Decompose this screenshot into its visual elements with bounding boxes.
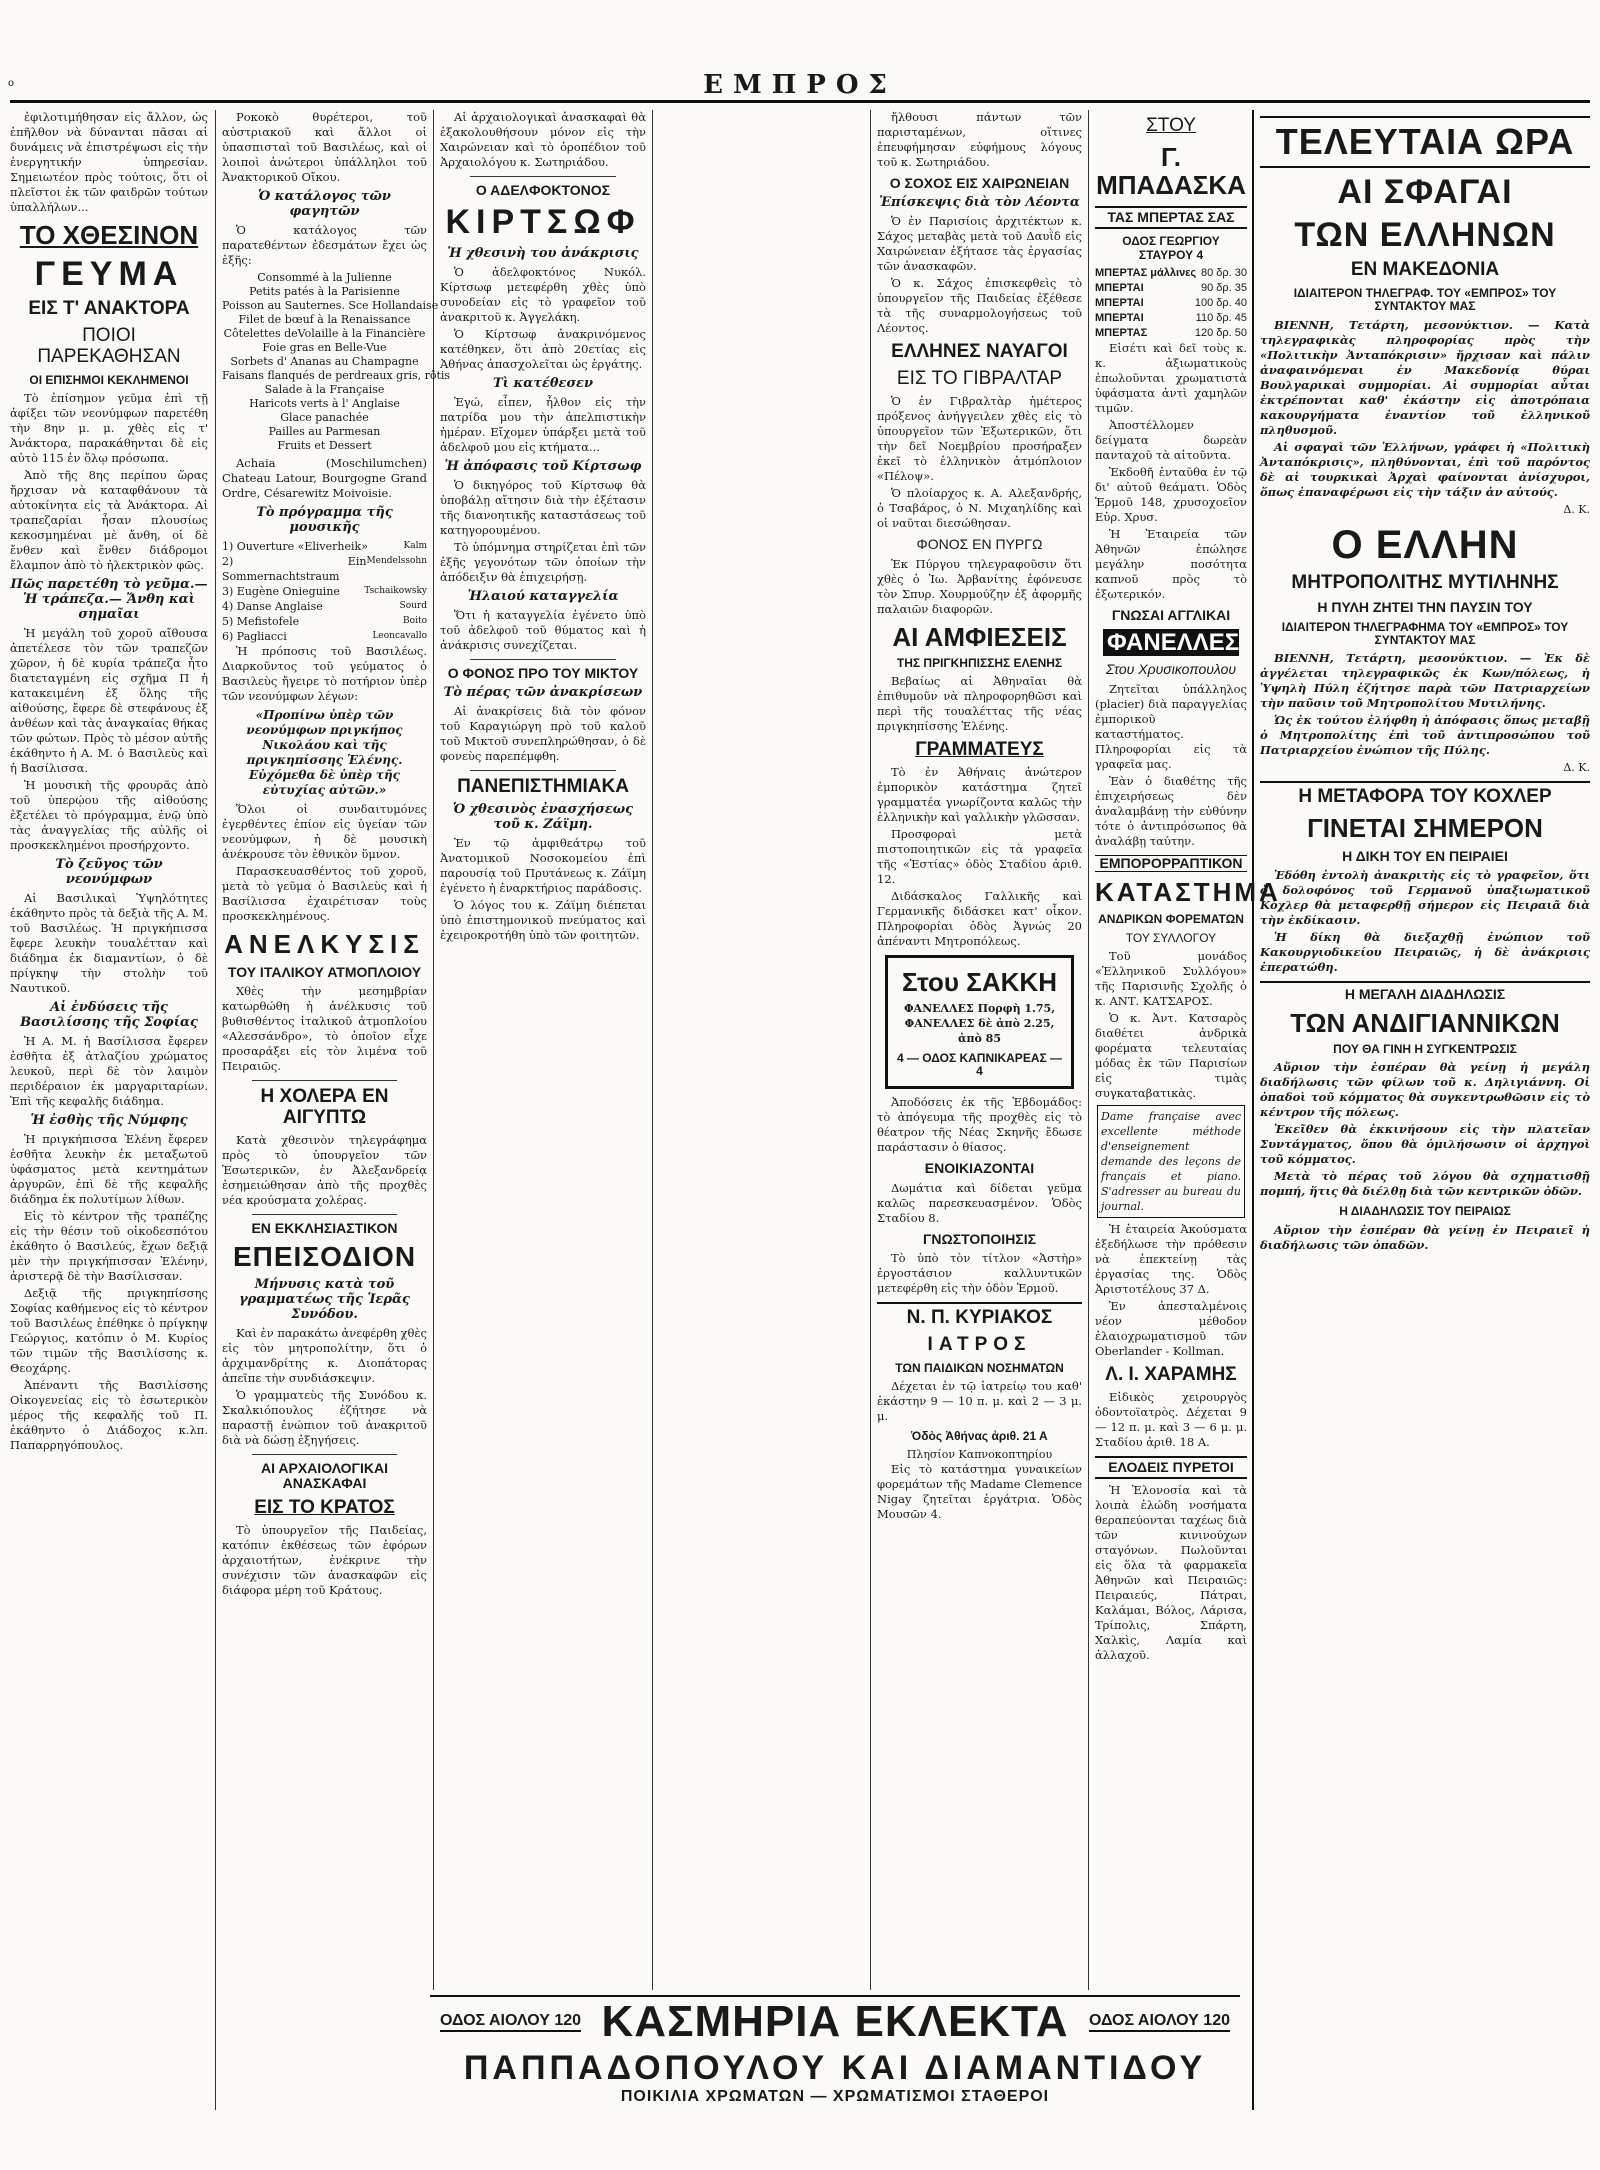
- article-text: Ὁ ἐν Γιβραλτὰρ ἡμέτερος πρόξενος ἀνήγγειλεν χθὲς εἰς τὸ ὑπουργεῖον τῶν Ἐξωτερικῶν, ὅτι τὴν δεῖ Νοεμβρίου προσήραξεν ἐκεῖ τὸ ἑλληνικὸν ἀτμόπλοιον «Πέλοψ».: [877, 394, 1082, 484]
- article-text: Δωμάτια καὶ δίδεται γεῦμα καλῶς παρεσκευασμένον. Ὁδὸς Σταδίου 8.: [877, 1180, 1082, 1225]
- ad-heading: Λ. Ι. ΧΑΡΑΜΗΣ: [1105, 1363, 1237, 1385]
- column-6: [1260, 110, 1590, 2105]
- article-text: Δέχεται ἐν τῷ ἰατρείῳ του καθ' ἑκάστην 9 — 10 π. μ. καὶ 2 — 3 μ. μ.: [877, 1378, 1082, 1423]
- article-text: Εἰς τὸ κέντρον τῆς τραπέζης εἰς τὴν θέσιν τοῦ οἰκοδεσπότου ἐκάθητο ὁ Βασιλεύς, ἔχων δεξιᾷ μὲν τὴν πριγκήπισσαν Ἑλένην, ἀριστερᾷ δὲ τὴν Βασίλισσαν.: [10, 1208, 208, 1283]
- price-row: [1095, 326, 1247, 341]
- article-text: Ἐκ Πύργου τηλεγραφοῦσιν ὅτι χθὲς ὁ Ἰω. Ἀρβανίτης ἐφόνευσε τὸν Σπυρ. Χουρμούζην ἐξ ἀφορμῆς παλαιῶν διαφορῶν.: [877, 556, 1082, 616]
- article-text: Εἰδικὸς χειρουργὸς ὀδοντοϊατρὸς. Δέχεται 9 — 12 π. μ. καὶ 3 — 6 μ. μ. Σταδίου ἀριθ. 18 Α.: [1095, 1389, 1247, 1449]
- article-text: Τὸ ὑπόμνημα στηρίζεται ἐπὶ τῶν ἐξῆς γεγονότων τῶν ὁποίων τὴν ἀπόδειξιν θὰ ἐπιχειρήσῃ.: [440, 539, 646, 584]
- price-row: [1095, 296, 1247, 311]
- headline: ΙΔΙΑΙΤΕΡΟΝ ΤΗΛΕΓΡΑΦΗΜΑ ΤΟΥ «ΕΜΠΡΟΣ» ΤΟΥ ΣΥΝΤΑΚΤΟΥ ΜΑΣ: [1281, 619, 1569, 648]
- headline: ΕΙΣ ΤΟ ΚΡΑΤΟΣ: [254, 1496, 395, 1518]
- headline: ΓΙΝΕΤΑΙ ΣΗΜΕΡΟΝ: [1307, 813, 1543, 844]
- ad-heading: ΣΤΟΥ: [1146, 115, 1196, 136]
- ad-firm-name: ΠΑΠΠΑΔΟΠΟΥΛΟΥ ΚΑΙ ΔΙΑΜΑΝΤΙΔΟΥ: [463, 2049, 1207, 2087]
- headline: ΑΙ ΣΦΑΓΑΙ: [1337, 172, 1513, 211]
- article-text: ἐφιλοτιμήθησαν εἰς ἄλλον, ὡς ἐπῆλθον νὰ δύνανται πᾶσαι αἱ δυνάμεις νὰ ἐπιστρέψωσι εἰς τὴν ἐνεργητικήν ὑπηρεσίαν. Σημειωτέον πρὸς τούτοις, ὅτι οἱ πλεῖστοι ἐκ τῶν φαιδρῶν τούτων ὑπαλλήλων...: [10, 110, 208, 214]
- signature: Δ. Κ.: [1563, 502, 1590, 516]
- headline: ΤΟΥ ΙΤΑΛΙΚΟΥ ΑΤΜΟΠΛΟΙΟΥ: [227, 963, 422, 980]
- article-text: Ἀποστέλλομεν δείγματα δωρεὰν πανταχοῦ τὰ αἰτοῦντα.: [1095, 417, 1247, 462]
- menu-item: Haricots verts à l' Anglaise: [249, 397, 400, 410]
- headline: Ο ΕΛΛΗΝ: [1331, 522, 1519, 567]
- music-piece: 5) Mefistofele: [222, 615, 300, 628]
- article-text: Προσφοραὶ μετὰ πιστοποιητικῶν εἰς τὰ γραφεῖα τῆς «Ἐστίας» ὁδὸς Σταδίου ἀριθ. 12.: [877, 827, 1082, 887]
- price-row: [1095, 311, 1247, 326]
- subheading: Τὸ πέρας τῶν ἀνακρίσεων: [443, 685, 643, 701]
- article-text: Ὁ πλοίαρχος κ. Α. Αλεξανδρής, ὁ Τσαβάρος, ὁ Ν. Μιχαηλίδης καὶ οἱ ναῦται διεσώθησαν.: [877, 486, 1082, 531]
- headline: ΓΕΥΜΑ: [34, 254, 184, 293]
- ad-heading: Στου Χρυσικοπουλου: [1105, 661, 1237, 678]
- article-text: Ὁ δικηγόρος τοῦ Κίρτσωφ θὰ ὑποβάλῃ αἴτησιν διὰ τὴν ἐξέτασιν τῆς διανοητικῆς καταστάσεως τοῦ κατηγορουμένου.: [440, 477, 646, 537]
- music-item: [222, 539, 427, 554]
- subheading: Τὶ κατέθεσεν: [493, 375, 593, 391]
- subheading: Αἱ ἐνδύσεις τῆς Βασιλίσσης τῆς Σοφίας: [20, 999, 198, 1030]
- article-text: Χθὲς τὴν μεσημβρίαν κατωρθώθη ἡ ἀνέλκυσις τοῦ βυθισθέντος ἰταλικοῦ ἀτμοπλοίου «Αλεσσάνδρο», τὸ ὁποῖον εἶχε προσαράξει εἰς τὸν λιμένα τοῦ Πειραιῶς.: [222, 983, 427, 1073]
- article-text: ΒΙΕΝΝΗ, Τετάρτη, μεσονύκτιον. — Ἐκ δὲ ἀγγέλεται τηλεγραφικῶς ἐκ Κων/πόλεως, ἡ Ὑψηλὴ Πύλη ἐζήτησε παρὰ τῶν Πατριαρχείων τὴν παῦσιν τοῦ Μητροπολίτου Μυτιλήνης.: [1260, 651, 1590, 711]
- music-item: [222, 554, 427, 584]
- divider: [470, 659, 616, 660]
- menu-item: Côtelettes deVolaille à la Financière: [223, 327, 426, 340]
- subheading: Ὁ χθεσινὸς ἐνασχήσεως τοῦ κ. Ζάϊμη.: [452, 802, 634, 833]
- headline: ΤΩΝ ΕΛΛΗΝΩΝ: [1294, 215, 1556, 254]
- article-text: Ἡ δίκη θὰ διεξαχθῇ ἐνώπιον τοῦ Κακουργιοδικείου Πειραιῶς, ἡ δὲ ἀνάκρισις ἐπερατώθη.: [1260, 930, 1590, 975]
- article-text: Ὁ κ. Ἀντ. Κατσαρὸς διαθέτει ἀνδρικὰ φορέματα τελευταίας μόδας ἐκ τῶν Παρισίων εἰς τιμὰς συγκαταβατικὰς.: [1095, 1010, 1247, 1100]
- article-text: Ἐδόθη ἐντολὴ ἀνακριτὴς εἰς τὸ γραφεῖον, ὅτι ὁ δολοφόνος τοῦ Γερμανοῦ ὑπαξιωματικοῦ Κόχλερ θὰ μεταφερθῇ σήμερον εἰς Πειραιᾶ διὰ τὴν ἐκδίκασιν.: [1260, 868, 1590, 928]
- music-composer: Boito: [403, 616, 427, 626]
- article-text: Ὁ γραμματεὺς τῆς Συνόδου κ. Σκαλκιόπουλος ἐζήτησε νὰ παραστῇ ἐνώπιον τοῦ ἀνακριτοῦ διὰ νὰ δώσῃ ἐξηγήσεις.: [222, 1387, 427, 1447]
- article-text: Ὁ ἐν Παρισίοις ἀρχιτέκτων κ. Σάχος μεταβὰς μετὰ τοῦ Δαυῒδ εἰς Χαιρώνειαν ἐξήτασε τὰς ἐργασίας τῶν ἀνασκαφῶν.: [877, 214, 1082, 274]
- article-text: Αἱ ἀρχαιολογικαὶ ἀνασκαφαὶ θὰ ἐξακολουθήσουν μόνον εἰς τὴν Χαιρώνειαν καὶ τὸ ὀροπέδιον τοῦ Ἀρχαιολόγου κ. Σωτηριάδου.: [440, 110, 646, 169]
- article-text: Τὸ ὑπὸ τὸν τίτλον «Ἀστὴρ» ἐργοστάσιον καλλυντικῶν μετεφέρθη εἰς τὴν ὁδὸν Ἑρμοῦ.: [877, 1250, 1082, 1295]
- menu-item: Salade à la Française: [264, 383, 385, 396]
- headline: Ο ΣΟΧΟΣ ΕΙΣ ΧΑΙΡΩΝΕΙΑΝ: [889, 175, 1070, 191]
- subheading: Τὸ πρόγραμμα τῆς μουσικῆς: [256, 505, 393, 535]
- article-text: Κατὰ χθεσινὸν τηλεγράφημα πρὸς τὸ ὑπουργεῖον τῶν Ἐσωτερικῶν, ἐν Ἀλεξανδρείᾳ ἐσημειώθησαν ἀπὸ τῆς προχθὲς νέα κρούσματα χολέρας.: [222, 1132, 427, 1207]
- headline: ΑΝΔΡΙΚΩΝ ΦΟΡΕΜΑΤΩΝ: [1098, 911, 1244, 926]
- article-text: ἤλθουσι πάντων τῶν παρισταμένων, οἵτινες ἐπευφήμησαν εὐφήμους λόγους τοῦ κ. Σωτηριάδου.: [877, 110, 1082, 169]
- ad-heading: Γ. ΜΠΑΔΑΣΚΑ: [1096, 141, 1246, 201]
- column-4: [877, 110, 1082, 1990]
- article-text: Ἐν τῷ ἀμφιθεάτρῳ τοῦ Ἀνατομικοῦ Νοσοκομείου ἐπὶ παρουσίᾳ τοῦ Πρυτάνεως κ. Ζάϊμη ἐγένετο ἡ ἐναρκτήριος παράδοσις.: [440, 836, 646, 896]
- music-composer: Sourd: [399, 601, 427, 611]
- divider: [470, 176, 616, 177]
- article-text: Αὔριον τὴν ἑσπέραν θὰ γείνῃ ἐν Πειραιεῖ ἡ διαδήλωσις τῶν ὀπαδῶν.: [1260, 1222, 1590, 1252]
- article-text: Ὅλοι οἱ συνδαιτυμόνες ἐγερθέντες ἐπίον εἰς ὑγείαν τῶν νεονύμφων, ἡ δὲ μουσικὴ ἀνέκρουσε τὸν ἐθνικὸν ὕμνον.: [222, 802, 427, 861]
- article-text: Ἡ πριγκήπισσα Ἑλένη ἔφερεν ἐσθῆτα λευκὴν ἐκ μεταξωτοῦ ὑφάσματος μετὰ κεντημάτων ἀργυρῶν, ἐπὶ δὲ τῆς κεφαλῆς διάδημα ἐκ πολυτίμων λίθων.: [10, 1131, 208, 1206]
- divider: [252, 1454, 397, 1455]
- signature: Δ. Κ.: [1563, 761, 1590, 775]
- article-text: Ἀποδόσεις ἐκ τῆς Ἑβδομάδος: τὸ ἀπόγευμα τῆς προχθὲς εἰς τὸ θέατρον τῆς Νέας Σκηνῆς ἔδωσε παράστασιν ὁ θίασος.: [877, 1095, 1082, 1155]
- headline: ΑΝΕΛΚΥΣΙΣ: [224, 929, 425, 959]
- subheading: Μήνυσις κατὰ τοῦ γραμματέως τῆς Ἱερᾶς Συνόδου.: [239, 1276, 410, 1322]
- headline: ΕΝ ΜΑΚΕΔΟΝΙΑ: [1350, 259, 1500, 281]
- headline: Η ΧΟΛΕΡΑ ΕΝ ΑΙΓΥΠΤΩ: [260, 1085, 389, 1128]
- column-5: [1095, 110, 1281, 1990]
- ad-text: ΦΑΝΕΛΛΕΣ Πορφὴ 1.75, ΦΑΝΕΛΛΕΣ δὲ ἀπὸ 2.25, ἀπὸ 85: [903, 1001, 1056, 1045]
- article-text: Ἐν ἀπεσταλμένοις νέον μέθοδον ἐλαιοχρωματισμοῦ τῶν Oberlander - Kollman.: [1095, 1298, 1247, 1358]
- headline: Η ΔΙΑΔΗΛΩΣΙΣ ΤΟΥ ΠΕΙΡΑΙΩΣ: [1339, 1204, 1511, 1219]
- article-text: Αὔριον τὴν ἑσπέραν θὰ γείνῃ ἡ μεγάλη διαδήλωσις τῶν φίλων τοῦ κ. Δηλιγιάννη. Οἱ ὀπαδοὶ τοῦ κόμματος θὰ συγκεντρωθῶσιν εἰς τὸ κέντρον τῆς πόλεως.: [1260, 1060, 1590, 1120]
- column-rule: [1088, 110, 1089, 1990]
- price-label: ΜΠΕΡΤΑΙ: [1095, 281, 1144, 294]
- headline: Ο ΦΟΝΟΣ ΠΡΟ ΤΟΥ ΜΙΚΤΟΥ: [447, 664, 639, 681]
- quote: «Προπίνω ὑπὲρ τῶν νεονύμφων πριγκήπος Νικολάου καὶ τῆς πριγκηπίσσης Ἑλένης. Εὐχόμεθα δὲ ὑπὲρ τῆς εὐτυχίας αὐτῶν.»: [246, 708, 403, 797]
- article-text: Ἐκεῖθεν θὰ ἐκκινήσουν εἰς τὴν πλατεῖαν Συντάγματος, ὅπου θὰ ὁμιλήσωσιν οἱ ἀρχηγοὶ τοῦ κόμματος.: [1260, 1122, 1590, 1167]
- menu-item: Faisans flanqués de perdreaux gris, rôtis: [222, 369, 451, 382]
- headline: ΕΛΛΗΝΕΣ ΝΑΥΑΓΟΙ: [891, 341, 1068, 363]
- price-values: 90 δρ. 35: [1200, 281, 1247, 294]
- page-corner-mark: o: [8, 78, 15, 89]
- music-piece: 1) Ouverture «Eliverheik»: [222, 540, 368, 553]
- headline: ΑΙ ΑΡΧΑΙΟΛΟΓΙΚΑΙ ΑΝΑΣΚΑΦΑΙ: [261, 1459, 388, 1492]
- headline: ΚΑΤΑΣΤΗΜΑ: [1095, 877, 1281, 908]
- article-text: Ἐγώ, εἶπεν, ἦλθον εἰς τὴν πατρίδα μου τὴν ἀπελπιστικὴν ἡμέραν. Εἴχομεν ὑπάρξει μετὰ τοῦ ἀδελφοῦ μου εἰς κτήματα...: [440, 394, 646, 454]
- article-text: Ἡ μεγάλη τοῦ χοροῦ αἴθουσα ἀπετέλεσε τὸν τῶν τραπεζῶν χῶρον, ἡ δὲ κυρία τράπεζα ἦτο διατεταγμένη εἰς σχῆμα Π ἡ κατακειμένη ἐξ ὅλης τῆς αἰθούσης, ἔφερε δὲ στεφάνους ἐξ ἀνθέων καὶ τὰς ἀναγκαίας θήκας τῶν φώτων. Πρὸς τὸ μέσον αὐτῆς ἐκάθηντο ἡ Α. Μ. ὁ Βασιλεὺς καὶ ἡ Βασίλισσα.: [10, 625, 208, 775]
- article-text: Ἡ Ἐλονοσία καὶ τὰ λοιπὰ ἐλώδη νοσήματα θεραπεύονται ταχέως διὰ τῶν κινινούχων σταγόνων. Πωλοῦνται εἰς ὅλα τὰ φαρμακεῖα Ἀθηνῶν καὶ Πειραιῶς: Πειραιεύς, Πάτραι, Καλάμαι, Βόλος, Λάρισα, Τρίπολις, Σπάρτη, Χαλκὶς, Λαμία καὶ ἀλλαχοῦ.: [1095, 1483, 1247, 1663]
- headline: ΦΟΝΟΣ ΕΝ ΠΥΡΓΩ: [916, 536, 1043, 553]
- menu-item: Foie gras en Belle-Vue: [262, 341, 387, 354]
- article-text: Ἡ Α. Μ. ἡ Βασίλισσα ἔφερεν ἐσθῆτα ἐξ ἀτλαζίου χρώματος λευκοῦ, περὶ δὲ τὸν λαιμὸν περιδέραιον ἐκ μαργαριταρίων. Ἐπὶ τῆς κεφαλῆς διάδημα.: [10, 1033, 208, 1108]
- menu-item: Filet de bœuf à la Renaissance: [238, 313, 411, 326]
- article-text: Καὶ ἐν παρακάτω ἀνεφέρθη χθὲς εἰς τὸν μητροπολίτην, ὅτι ὁ ἀρχιμανδρίτης κ. Διοπάτορας ἀπεῖπε τὴν συνδιάσκεψιν.: [222, 1325, 427, 1385]
- ad-title: ΚΑΣΜΗΡΙΑ ΕΚΛΕΚΤΑ: [601, 1997, 1069, 2046]
- article-text: Ἡ μουσικὴ τῆς φρουρᾶς ἀπὸ τοῦ ὑπερῴου τῆς αἰθούσης ἐξετέλει τὸ πρόγραμμα, ἐνῷ ὑπὸ τὰς ἀναγγελίας τῆς αὐλῆς οἱ προσκεκλημένοι προσήρχοντο.: [10, 777, 208, 852]
- column-rule: [652, 110, 653, 1990]
- article-text: Μετὰ τὸ πέρας τοῦ λόγου θὰ σχηματισθῇ πομπή, ἥτις θὰ διέλθῃ διὰ τῶν κεντρικῶν ὁδῶν.: [1260, 1169, 1590, 1199]
- article-text: Ὁ ἀδελφοκτόνος Νυκόλ. Κίρτσωφ μετεφέρθη χθὲς ὑπὸ συνοδείαν εἰς τὸ γραφεῖον τοῦ ἀνακριτοῦ κ. Ἀγγελάκη.: [440, 264, 646, 324]
- article-text: Αἱ Βασιλικαὶ Ὑψηλότητες ἐκάθηντο πρὸς τὰ δεξιὰ τῆς Α. Μ. τοῦ Βασιλέως. Ἡ πριγκήπισσα ἔφερε λευκὴν τουαλέτταν καὶ διάδημα ἐκ διαμαντίων, ὁ δὲ πρίγκηψ τὴν στολὴν τοῦ Ναυτικοῦ.: [10, 890, 208, 995]
- divider: [252, 1080, 397, 1081]
- subheading: Ἡ χθεσινὴ του ἀνάκρισις: [447, 245, 639, 261]
- headline: ΤΟ ΧΘΕΣΙΝΟΝ: [19, 220, 199, 250]
- article-text: Βεβαίως αἱ Ἀθηναῖαι θὰ ἐπιθυμοῦν νὰ πληροφορηθῶσι καὶ περὶ τῆς τουαλέττας τῆς νέας πριγκηπίσσης Ἑλένης.: [877, 674, 1082, 734]
- headline: ΜΗΤΡΟΠΟΛΙΤΗΣ ΜΥΤΙΛΗΝΗΣ: [1291, 571, 1559, 593]
- price-row: [1095, 281, 1247, 296]
- divider: [470, 770, 616, 771]
- ad-banner: ΦΑΝΕΛΛΕΣ: [1103, 629, 1239, 656]
- headline: ΑΙ ΑΜΦΙΕΣΕΙΣ: [892, 621, 1067, 652]
- price-label: ΜΠΕΡΤΑΙ: [1095, 311, 1144, 324]
- music-program: [222, 539, 427, 644]
- column-rule: [433, 110, 434, 1990]
- headline: ΙΔΙΑΙΤΕΡΟΝ ΤΗΛΕΓΡΑΦ. ΤΟΥ «ΕΜΠΡΟΣ» ΤΟΥ ΣΥΝΤΑΚΤΟΥ ΜΑΣ: [1293, 286, 1557, 314]
- headline: ΕΝΟΙΚΙΑΖΟΝΤΑΙ: [924, 1160, 1035, 1177]
- headline: Ν. Π. ΚΥΡΙΑΚΟΣ: [877, 1302, 1082, 1329]
- music-item: [222, 584, 427, 599]
- article-text: Αἱ ἀνακρίσεις διὰ τὸν φόνον τοῦ Καραγιώργη πρὸ τοῦ καλοῦ τοῦ Μικτοῦ συνεπληρώθησαν, ὁ δὲ φονεὺς παρεπέμφθη.: [440, 704, 646, 764]
- price-label: ΜΠΕΡΤΑΣ: [1095, 326, 1148, 339]
- ad-address-right: ΟΔΟΣ ΑΙΟΛΟΥ 120: [1089, 2012, 1230, 2032]
- headline: ΠΟΙΟΙ ΠΑΡΕΚΑΘΗΣΑΝ: [37, 324, 181, 367]
- menu-item: Petits patés à la Parisienne: [249, 285, 400, 298]
- music-item: [222, 599, 427, 614]
- headline: ΕΙΣ Τ' ΑΝΑΚΤΟΡΑ: [28, 297, 190, 319]
- masthead-rule: [10, 100, 1590, 103]
- menu-item: Pailles au Parmesan: [268, 425, 381, 438]
- music-piece: 6) Pagliacci: [222, 630, 287, 643]
- subheading: Ἡ ἀπόφασις τοῦ Κίρτσωφ: [444, 458, 642, 474]
- article-text: Ροκοκὸ θυρέτεροι, τοῦ αὐστριακοῦ καὶ ἄλλοι οἱ ὑπασπισταὶ τοῦ Βασιλέως, καὶ οἱ λοιποὶ ἀνώτεροι ὑπάλληλοι τοῦ Ἀνακτορικοῦ Οἴκου.: [222, 110, 427, 184]
- ad-tagline: ΠΟΙΚΙΛΙΑ ΧΡΩΜΑΤΩΝ — ΧΡΩΜΑΤΙΣΜΟΙ ΣΤΑΘΕΡΟΙ: [620, 2088, 1050, 2105]
- article-text: Ὡς ἐκ τούτου ἐλήφθη ἡ ἀπόφασις ὅπως μεταβῇ ὁ Μητροπολίτης ἐπὶ τοῦ ἀντιπροσώπου τοῦ Πατριαρχείου ἐνώπιον τῆς Πύλης.: [1260, 713, 1590, 758]
- article-text: Αἱ σφαγαὶ τῶν Ἑλλήνων, γράφει ἡ «Πολιτικὴ Ἀνταπόκρισις», πληθύνονται, ἐπὶ τοῦ παρόντος δὲ αἱ τουρκικαὶ Ἀρχαὶ φαίνονται ἀνίσχυροι, ὅπως ἐπαναφέρωσι εἰς τὴν τάξιν ἀν αὐτούς.: [1260, 439, 1590, 499]
- headline: Ο ΑΔΕΛΦΟΚΤΟΝΟΣ: [475, 182, 611, 198]
- headline: ΕΜΠΟΡΟΡΡΑΠΤΙΚΟΝ: [1095, 855, 1247, 872]
- column-2: [222, 110, 451, 1990]
- ad-heading: ΤΑΣ ΜΠΕΡΤΑΣ ΣΑΣ: [1095, 206, 1247, 229]
- subheading: Τὸ ζεῦγος τῶν νεονύμφων: [55, 856, 163, 887]
- article-text: Ὁ κατάλογος τῶν παρατεθέντων ἐδεσμάτων ἔχει ὡς ἑξῆς:: [222, 223, 427, 267]
- article-text: Ὁ λόγος του κ. Ζάϊμη διέπεται ὑπὸ ἐπιστημονικοῦ πνεύματος καὶ ἐχειροκροτήθη ὑπὸ τῶν φοιτητῶν.: [440, 898, 646, 943]
- article-text: Ἀπὸ τῆς 8ης περίπου ὥρας ἤρχισαν νὰ καταφθάνουν τὰ αὐτοκίνητα εἰς τὰ Ἀνάκτορα. Αἱ τραπεζαρίαι ἦσαν πλουσίως κεκοσμημέναι μὲ ἄνθη, οἱ δὲ ἔνθεν καὶ ἔνθεν διάδρομοι ἔλαμπον ἀπὸ τὸ ἠλεκτρικὸν φῶς.: [10, 467, 208, 572]
- french-notice-box: Dame française avec excellente méthode d'enseignement demande des leçons de français et piano. S'adresser au bureau du journal.: [1097, 1105, 1245, 1218]
- music-item: [222, 629, 427, 644]
- menu-item: Sorbets d' Ananas au Champagne: [230, 355, 419, 368]
- ad-address: ΟΔΟΣ ΓΕΩΡΓΙΟΥ ΣΤΑΥΡΟΥ 4: [1122, 234, 1220, 262]
- headline: ΟΙ ΕΠΙΣΗΜΟΙ ΚΕΚΛΗΜΕΝΟΙ: [29, 372, 189, 387]
- article-text: Ἐὰν ὁ διαθέτης τῆς ἐπιχειρήσεως δὲν ἀναλαμβάνῃ τὴν εὐθύνην τότε ὁ ἀντιπρόσωπος θὰ ἀναλάβῃ ταύτην.: [1095, 773, 1247, 848]
- headline: ΕΛΟΔΕΙΣ ΠΥΡΕΤΟΙ: [1095, 1456, 1247, 1479]
- article-text: Achaia (Moschilumchen) Chateau Latour, Bourgogne Grand Ordre, Césarewitz Moivoisie.: [222, 456, 427, 500]
- article-text: Εἰσέτι καὶ δεῖ τοὺς κ. κ. ἀξιωματικοὺς ἐπωλοῦνται χρωματιστὰ ὑφάσματα ἀντὶ χαμηλῶν τιμῶν.: [1095, 340, 1247, 415]
- article-text: Παρασκευασθέντος τοῦ χοροῦ, μετὰ τὸ γεῦμα ὁ Βασιλεὺς καὶ ἡ Βασίλισσα ἐχαιρέτισαν τοὺς προσκεκλημένους.: [222, 864, 427, 923]
- headline: ΤΗΣ ΠΡΙΓΚΗΠΙΣΣΗΣ ΕΛΕΝΗΣ: [896, 656, 1063, 671]
- music-piece: 4) Danse Anglaise: [222, 600, 323, 613]
- music-composer: Tschaikowsky: [364, 586, 427, 596]
- price-values: 100 δρ. 40: [1194, 296, 1247, 309]
- headline: ΕΝ ΕΚΚΛΗΣΙΑΣΤΙΚΟΝ: [251, 1219, 398, 1236]
- headline: Η ΜΕΤΑΦΟΡΑ ΤΟΥ ΚΟΧΛΕΡ: [1260, 781, 1590, 808]
- music-composer: Kalm: [403, 541, 427, 551]
- address: Ὁδὸς Ἀθήνας ἀριθ. 21 Α: [911, 1428, 1048, 1443]
- advertisement-sakis: [885, 955, 1074, 1089]
- price-values: 80 δρ. 30: [1200, 266, 1247, 279]
- music-piece: 3) Eugène Onieguine: [222, 585, 340, 598]
- column-3: [440, 110, 646, 1990]
- price-values: 110 δρ. 45: [1195, 311, 1247, 324]
- headline: ΤΩΝ ΑΝΔΙΓΙΑΝΝΙΚΩΝ: [1290, 1007, 1560, 1038]
- headline: ΙΑΤΡΟΣ: [927, 1333, 1032, 1355]
- article-text: Τὸ ἐπίσημον γεῦμα ἐπὶ τῇ ἀφίξει τῶν νεονύμφων παρετέθη τὴν 8ην μ. μ. χθὲς εἰς τ' Ἀνάκτορα, παρακάθηνται δὲ εἰς αὐτὸ 115 ἐν ὅλῳ πρόσωπα.: [10, 390, 208, 465]
- music-piece: 2) Ein Sommernachtstraum: [222, 555, 367, 583]
- headline: Η ΠΥΛΗ ΖΗΤΕΙ ΤΗΝ ΠΑΥΣΙΝ ΤΟΥ: [1317, 598, 1533, 615]
- article-text: Δεξιᾷ τῆς πριγκηπίσσης Σοφίας καθήμενος εἰς τὸ κέντρον τοῦ Βασιλέως ἐπέθηκε ὁ πρίγκηψ Γεώργιος, κατόπιν ὁ Μ. Κυρίος τῶν τιμῶν τῆς Βασιλίσσης κ. Θεοχάρης.: [10, 1285, 208, 1375]
- subheading: Ὁ κατάλογος τῶν φαγητῶν: [258, 189, 391, 219]
- article-text: Εἰς τὸ κατάστημα γυναικείων φορεμάτων τῆς Madame Clemence Nigay ζητεῖται ἐργάτρια. Ὁδὸς Μουσῶν 4.: [877, 1462, 1082, 1522]
- subheading: Ἡ ἐσθὴς τῆς Νύμφης: [30, 1112, 188, 1128]
- subheading: Ἠλαιού καταγγελία: [467, 588, 619, 604]
- headline: ΓΡΑΜΜΑΤΕΥΣ: [915, 739, 1044, 761]
- menu-item: Glace panachée: [280, 411, 369, 424]
- address-note: Πλησίον Καπνοκοπτηρίου: [906, 1448, 1053, 1462]
- column-rule: [1252, 110, 1254, 2110]
- article-text: Ὅτι ἡ καταγγελία ἐγένετο ὑπὸ τοῦ ἀδελφοῦ τοῦ θύματος καὶ ἡ ἀνάκρισις συνεχίζεται.: [440, 607, 646, 652]
- price-values: 120 δρ. 50: [1194, 326, 1247, 339]
- article-text: Ζητεῖται ὑπάλληλος (placier) διὰ παραγγελίας ἐμπορικοῦ καταστήματος. Πληροφορίαι εἰς τὰ γραφεῖα μας.: [1095, 681, 1247, 771]
- price-label: ΜΠΕΡΤΑΙ: [1095, 296, 1144, 309]
- article-text: Ἀπέναντι τῆς Βασιλίσσης Οἰκογενείας εἰς τὸ ἐσωτερικὸν μέρος τῆς κεφαλῆς τοῦ Π. ἐκάθηντο ὁ Διάδοχος κ.λπ. Παπαρρηγόπουλος.: [10, 1377, 208, 1452]
- article-text: ΒΙΕΝΝΗ, Τετάρτη, μεσονύκτιον. — Κατὰ τηλεγραφικὰς πληροφορίας πρὸς τὴν «Πολιτικὴν Ἀνταπόκρισιν» ἤρχισαν καὶ πάλιν ἀναφαινόμεναι ἐν Μακεδονίᾳ θύραι Βουλγαρικαὶ συμμορίαι. Αἱ συμμορίαι αὗται ἐκτρέπονται καθ' ἑκάστην εἰς ἀποτρόπαια κακουργήματα ἐναντίον τοῦ ἑλληνικοῦ πληθυσμοῦ.: [1260, 317, 1590, 437]
- article-text: Τὸ ἐν Ἀθήναις ἀνώτερον ἐμπορικὸν κατάστημα ζητεῖ γραμματέα γνωρίζοντα καλῶς τὴν ἑλληνικὴν καὶ γαλλικὴν γλῶσσαν.: [877, 765, 1082, 825]
- headline: Η ΜΕΓΑΛΗ ΔΙΑΔΗΛΩΣΙΣ: [1260, 981, 1590, 1002]
- menu-item: Consommé à la Julienne: [257, 271, 392, 284]
- article-text: Ἡ πρόποσις τοῦ Βασιλέως. Διαρκοῦντος τοῦ γεύματος ὁ Βασιλεὺς ἤγειρε τὸ ποτήριον ὑπὲρ τῶν νεονύμφων λέγων:: [222, 644, 427, 703]
- music-item: [222, 614, 427, 629]
- ad-address: 4 — ΟΔΟΣ ΚΑΠΝΙΚΑΡΕΑΣ — 4: [896, 1050, 1063, 1079]
- ad-heading: ΓΝΩΣΑΙ ΑΓΓΛΙΚΑΙ: [1111, 606, 1231, 623]
- article-text: Ἐκδοθῆ ἐνταῦθα ἐν τῷ δι' αὐτοῦ θεάματι. Ὁδὸς Ἑρμοῦ 148, χρυσοχοεῖον Εὐρ. Χρυσ.: [1095, 464, 1247, 524]
- menu-item: Fruits et Dessert: [277, 439, 372, 452]
- menu-item: Poisson au Sauternes. Sce Hollandaise: [222, 299, 439, 312]
- article-text: Διδάσκαλος Γαλλικῆς καὶ Γερμανικῆς διδάσκει κατ' οἶκον. Πληροφορίαι ὁδὸς Ἀγνώς 20 ἀπέναντι Μητροπόλεως.: [877, 889, 1082, 949]
- subheading: Πῶς παρετέθη τὸ γεῦμα.— Ἡ τράπεζα.— Ἄνθη καὶ σημαῖαι: [10, 576, 208, 622]
- column-1: [10, 110, 208, 2110]
- headline: ΕΙΣ ΤΟ ΓΙΒΡΑΛΤΑΡ: [896, 368, 1063, 390]
- headline: ΚΙΡΤΣΩΦ: [445, 203, 641, 242]
- headline: ΤΩΝ ΠΑΙΔΙΚΩΝ ΝΟΣΗΜΑΤΩΝ: [895, 1360, 1064, 1375]
- price-label: ΜΠΕΡΤΑΣ μάλλινες: [1095, 266, 1197, 279]
- music-composer: Mendelssohn: [366, 556, 427, 566]
- price-list: [1095, 266, 1247, 341]
- article-text: Ἡ ἐταιρεία Ἀκούσματα ἐξεδήλωσε τὴν πρόθεσιν νὰ ἐπεκτείνῃ τὰς ἐργασίας της. Ὁδὸς Ἀριστοτέλους 37 Δ.: [1095, 1221, 1247, 1296]
- ad-title: Στου ΣΑΚΚΗ: [902, 967, 1057, 998]
- bottom-advertisement: [430, 1995, 1240, 2107]
- headline: Η ΔΙΚΗ ΤΟΥ ΕΝ ΠΕΙΡΑΙΕΙ: [1342, 847, 1508, 864]
- column-rule: [215, 110, 216, 2110]
- headline: ΓΝΩΣΤΟΠΟΙΗΣΙΣ: [922, 1230, 1037, 1247]
- music-composer: Leoncavallo: [372, 631, 427, 641]
- headline: ΕΠΕΙΣΟΔΙΟΝ: [232, 1241, 417, 1273]
- article-text: Τοῦ μονάδος «Ἑλληνικοῦ Συλλόγου» τῆς Παρισινῆς Σχολῆς ὁ κ. ΑΝΤ. ΚΑΤΣΑΡΟΣ.: [1095, 948, 1247, 1008]
- subheading: Ἐπίσκεψις διὰ τὸν Λέοντα: [879, 195, 1080, 211]
- article-text: Ἡ Ἐταιρεία τῶν Ἀθηνῶν ἐπώλησε μεγάλην ποσότητα καπνοῦ πρὸς τὸ ἐξωτερικόν.: [1095, 526, 1247, 601]
- divider: [252, 1214, 397, 1215]
- menu-list: [222, 271, 451, 453]
- article-text: Ὁ κ. Σάχος ἐπισκεφθεὶς τὸ ὑπουργεῖον τῆς Παιδείας ἐξέθεσε τὰ τῆς συναρμολογήσεως τοῦ Λέοντος.: [877, 276, 1082, 336]
- headline: ΤΕΛΕΥΤΑΙΑ ΩΡΑ: [1260, 116, 1590, 168]
- column-rule: [870, 110, 871, 1990]
- headline: ΠΟΥ ΘΑ ΓΙΝΗ Η ΣΥΓΚΕΝΤΡΩΣΙΣ: [1333, 1042, 1517, 1057]
- ad-address-left: ΟΔΟΣ ΑΙΟΛΟΥ 120: [440, 2012, 581, 2032]
- price-row: [1095, 266, 1247, 281]
- masthead-title: ΕΜΠΡΟΣ: [703, 70, 897, 100]
- article-text: Ὁ Κίρτσωφ ἀνακρινόμενος κατέθηκεν, ὅτι ἀπὸ 20ετίας εἰς Ἀθήνας ἀπασχολεῖται ὡς ἐργάτης.: [440, 326, 646, 371]
- headline: ΠΑΝΕΠΙΣΤΗΜΙΑΚΑ: [457, 776, 629, 798]
- article-text: Τὸ ὑπουργεῖον τῆς Παιδείας, κατόπιν ἐκθέσεως τῶν ἐφόρων ἀρχαιοτήτων, ἐνέκρινε τὴν συνέχισιν τῶν ἀνασκαφῶν εἰς διάφορα μέρη τοῦ Κράτους.: [222, 1522, 427, 1597]
- headline: ΤΟΥ ΣΥΛΛΟΓΟΥ: [1125, 930, 1217, 945]
